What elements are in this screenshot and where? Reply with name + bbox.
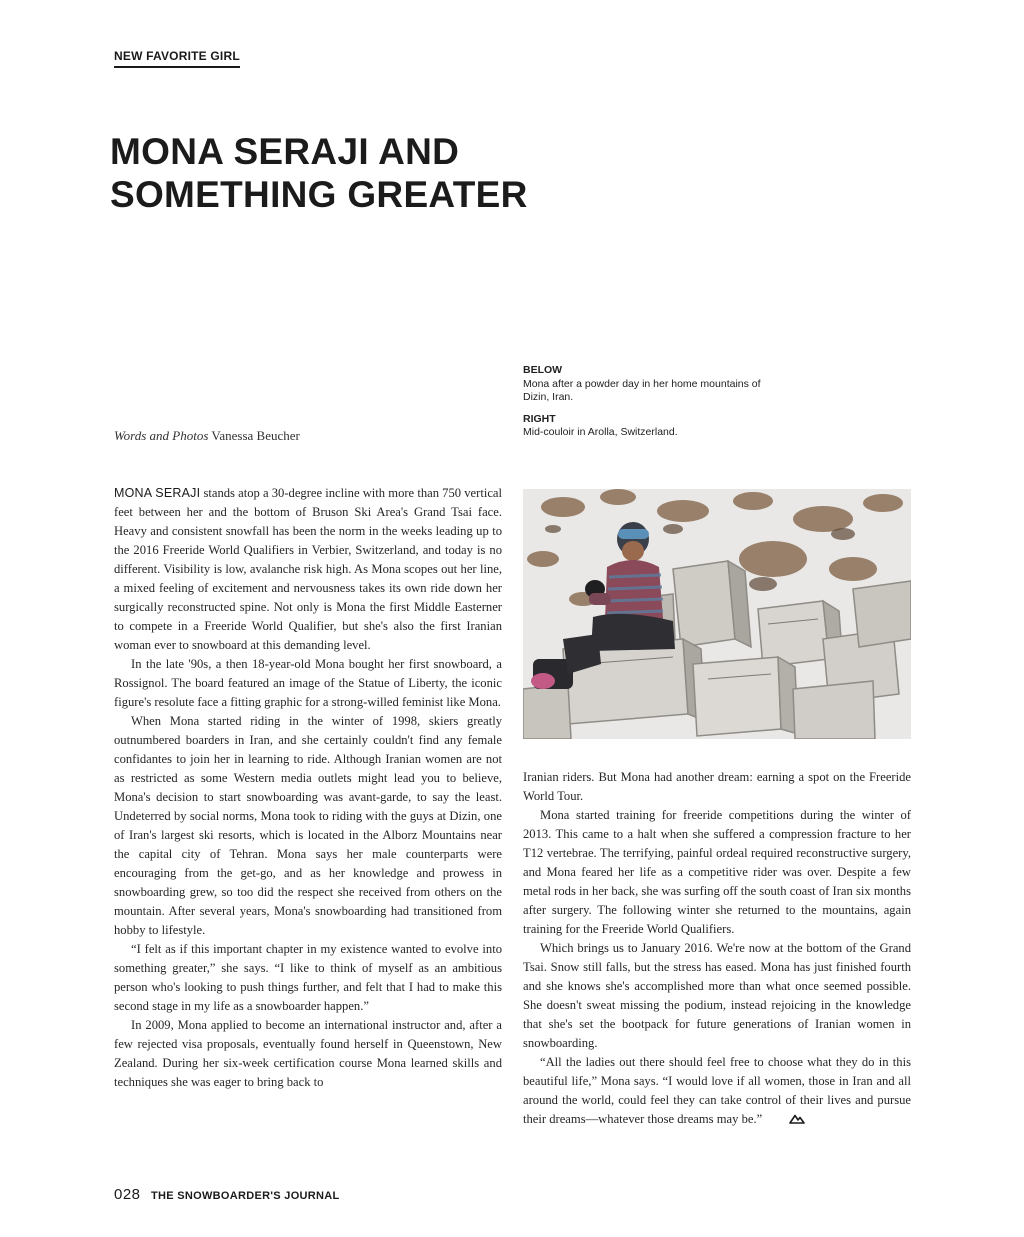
publication-name: THE SNOWBOARDER'S JOURNAL [150, 1190, 340, 1202]
article-photo [523, 489, 911, 739]
paragraph: In the late '90s, a then 18-year-old Mona bought her first snowboard, a Rossignol. The board featured an image of the Statue of Liberty, the iconic figure's resolute face a fitting graphic for a strong-willed feminist like Mona. [114, 657, 502, 709]
caption-below [523, 364, 783, 405]
headline-line-1: MONA SERAJI AND [110, 131, 460, 172]
article-column-left [114, 484, 502, 1092]
photo-captions [523, 364, 783, 448]
mountain-end-mark-icon [772, 1111, 805, 1130]
byline-role: Words and Photos [114, 428, 209, 443]
caption-right [523, 413, 783, 440]
headline-line-2: SOMETHING GREATER [110, 174, 528, 215]
paragraph: “All the ladies out there should feel free to choose what they do in this beautiful life,” Mona says. “I would love if all women, those in Iran and all around the world, could feel they can take control of their lives and pursue their dreams—whatever those dreams may be.” [523, 1053, 911, 1130]
paragraph: Which brings us to January 2016. We're now at the bottom of the Grand Tsai. Snow still falls, but the stress has eased. Mona has just finished fourth and she knows she's accomplished more than what once seemed possible. She doesn't sweat missing the podium, instead rejoicing in the knowledge that she's set the bootpack for future generations of Iranian women in snowboarding. [523, 941, 911, 1050]
section-tag: NEW FAVORITE GIRL [114, 49, 240, 68]
page-number: 028 [114, 1186, 141, 1203]
caption-title: RIGHT [523, 412, 556, 425]
paragraph: Mona started training for freeride competitions during the winter of 2013. This came to a halt when she suffered a compression fracture to her T12 vertebrae. The terrifying, painful ordeal required reconstructive surgery, and Mona feared her life as a competitive rider was over. Despite a few metal rods in her back, she was surfing off the south coast of Iran six months after surgery. The following winter she returned to the mountains, again training for the Freeride World Qualifiers. [523, 808, 911, 936]
page-folio [114, 1186, 340, 1204]
paragraph: “I felt as if this important chapter in my existence wanted to evolve into something greater,” she says. “I like to think of myself as an ambitious person who's looking to push things further, and felt that I had to make this second stage in my life as a snowboarder happen.” [114, 942, 502, 1013]
paragraph: MONA SERAJI stands atop a 30-degree incline with more than 750 vertical feet between her and the bottom of Bruson Ski Area's Grand Tsai face. Heavy and consistent snowfall has been the norm in the weeks leading up to the 2016 Freeride World Qualifiers in Verbier, Switzerland, and today is no different. Visibility is low, avalanche risk high. As Mona scopes out her line, a mixed feeling of excitement and nervousness takes its own ride down her surgically reconstructed spine. Not only is Mona the first Middle Easterner to compete in a Freeride World Qualifier, but she's also the first Iranian woman ever to snowboard at this demanding level. [114, 486, 503, 652]
paragraph: When Mona started riding in the winter of 1998, skiers greatly outnumbered boarders in Iran, and she certainly couldn't find any female confidantes to join her in learning to ride. Although Iranian women are not as restricted as some Western media outlets might lead you to believe, Mona's decision to start snowboarding was avant-garde, to say the least. Undeterred by social norms, Mona took to riding with the guys at Dizin, one of Iran's largest ski resorts, which is located in the Alborz Mountains near the capital city of Tehran. Mona says her male counterparts were encouraging from the get-go, and as her knowledge and prowess in snowboarding grew, so too did the respect she received from others on the mountain. After several years, Mona's snowboarding had transitioned from hobby to lifestyle. [114, 714, 502, 937]
caption-title: BELOW [523, 364, 563, 376]
paragraph: Iranian riders. But Mona had another dream: earning a spot on the Freeride World Tour. [523, 770, 911, 803]
caption-text: Mid-couloir in Arolla, Switzerland. [523, 426, 678, 438]
byline [114, 428, 300, 444]
caption-text: Mona after a powder day in her home mountains of Dizin, Iran. [523, 377, 761, 403]
article-column-right [523, 768, 911, 1130]
paragraph: In 2009, Mona applied to become an international instructor and, after a few rejected visa proposals, eventually found herself in Queenstown, New Zealand. During her six-week certification course Mona learned skills and techniques she was eager to bring back to [114, 1018, 502, 1089]
byline-name: Vanessa Beucher [211, 428, 300, 443]
article-headline [110, 130, 730, 216]
lead-in: MONA SERAJI [114, 486, 201, 500]
